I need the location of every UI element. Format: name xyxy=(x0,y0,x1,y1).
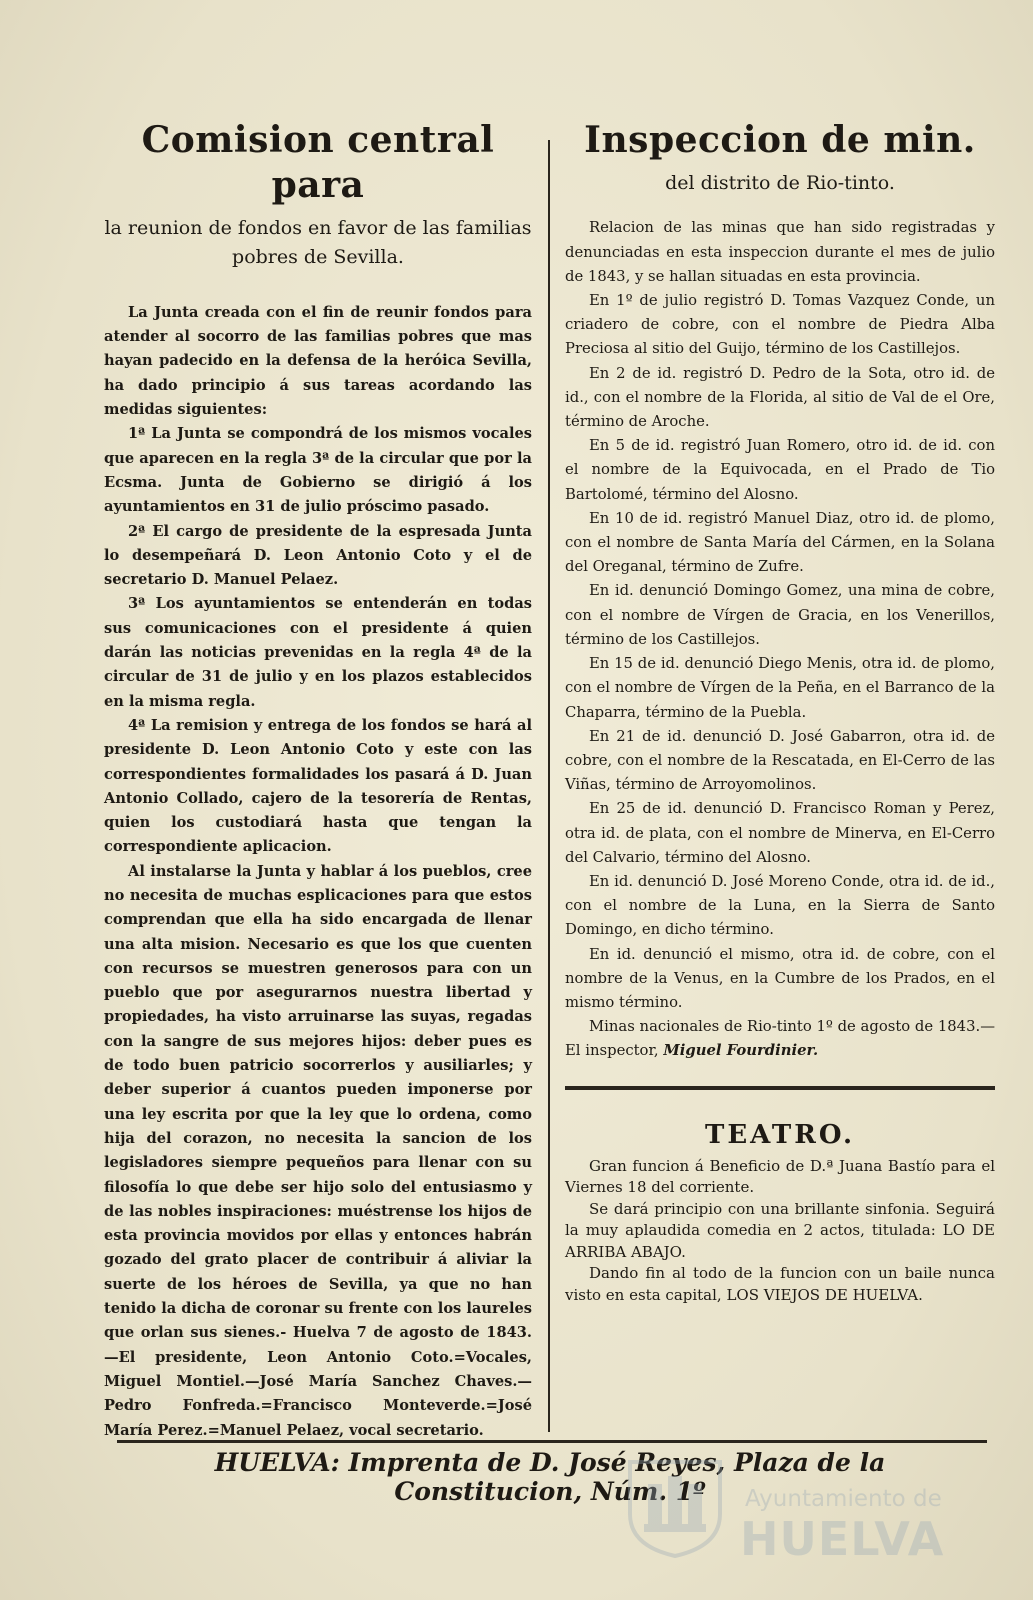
left-paragraph: La Junta creada con el fin de reunir fondos para atender al socorro de las familias pobres que mas hayan padecido en la defensa de la heróica Sevilla, ha dado principio á sus tareas acordando las medidas siguientes: xyxy=(104,303,532,419)
teatro-paragraph: Gran funcion á Beneficio de D.ª Juana Bastío para el Viernes 18 del corriente. xyxy=(565,1156,995,1197)
left-column xyxy=(104,118,532,1443)
watermark-line2: HUELVA xyxy=(740,1512,945,1566)
right-column xyxy=(565,118,995,1306)
right-paragraph: En id. denunció D. José Moreno Conde, otra id. de id., con el nombre de la Luna, en la Sierra de Santo Domingo, en dicho término. xyxy=(565,872,995,939)
teatro-paragraph: Dando fin al todo de la funcion con un baile nunca visto en esta capital, LOS VIEJOS DE HUELVA. xyxy=(565,1264,995,1304)
right-column-title: Inspeccion de min. xyxy=(584,119,976,161)
right-paragraph: En 15 de id. denunció Diego Menis, otra id. de plomo, con el nombre de Vírgen de la Peña, en el Barranco de la Chaparra, término de la Puebla. xyxy=(565,655,995,721)
footer-imprint: HUELVA: Imprenta de D. José Reyes, Plaza de la Constitucion, Núm. 1º xyxy=(214,1448,886,1506)
right-paragraph: En 21 de id. denunció D. José Gabarron, otra id. de cobre, con el nombre de la Rescatada, en El-Cerro de las Viñas, término de Arroyomolinos. xyxy=(565,727,995,794)
right-paragraph: En 2 de id. registró D. Pedro de la Sota, otro id. de id., con el nombre de la Florida, al sitio de Val de el Ore, término de Aroche. xyxy=(565,364,995,431)
left-paragraph: 3ª Los ayuntamientos se entenderán en todas sus comunicaciones con el presidente á quien darán las noticias prevenidas en la regla 4ª de la circular de 31 de julio y en los plazos establecidos en la misma regla. xyxy=(104,595,532,710)
right-paragraph: En id. denunció el mismo, otra id. de cobre, con el nombre de la Venus, en la Cumbre de los Prados, en el mismo término. xyxy=(565,945,995,1011)
closing-text: Minas nacionales de Rio-tinto 1º de agosto de 1843.—El inspector, xyxy=(565,1018,995,1060)
right-paragraph: Relacion de las minas que han sido registradas y denunciadas en esta inspeccion durante el mes de julio de 1843, y se hallan situadas en esta provincia. xyxy=(565,219,995,285)
right-paragraph: En 10 de id. registró Manuel Diaz, otro id. de plomo, con el nombre de Santa María del Cármen, en la Solana del Oreganal, término de Zufre. xyxy=(565,509,995,576)
city-seal-icon xyxy=(620,1454,730,1558)
column-divider xyxy=(548,140,550,1432)
closing-paragraph xyxy=(565,1015,995,1063)
right-paragraph: En 1º de julio registró D. Tomas Vazquez Conde, un criadero de cobre, con el nombre de Piedra Alba Preciosa al sitio del Guijo, término de los Castillejos. xyxy=(565,292,995,358)
right-paragraph: En 5 de id. registró Juan Romero, otro id. de id. con el nombre de la Equivocada, en el Prado de Tio Bartolomé, término del Alosno. xyxy=(565,437,995,503)
teatro-section xyxy=(565,1120,995,1307)
watermark xyxy=(615,1450,955,1566)
right-paragraph: En id. denunció Domingo Gomez, una mina de cobre, con el nombre de Vírgen de Gracia, en los Venerillos, término de los Castillejos. xyxy=(565,582,995,648)
teatro-paragraph: Se dará principio con una brillante sinfonia. Seguirá la muy aplaudida comedia en 2 actos, titulada: LO DE ARRIBA ABAJO. xyxy=(565,1199,995,1261)
left-column-title: Comision central para xyxy=(141,119,495,206)
watermark-line1: Ayuntamiento de xyxy=(745,1486,942,1512)
inspector-signature: Miguel Fourdinier. xyxy=(663,1042,819,1060)
right-column-subtitle: del distrito de Rio-tinto. xyxy=(665,172,895,194)
left-column-subtitle: la reunion de fondos en favor de las familias pobres de Sevilla. xyxy=(104,217,532,269)
left-paragraph: 1ª La Junta se compondrá de los mismos vocales que aparecen en la regla 3ª de la circular que por la Ecsma. Junta de Gobierno se dirigió á los ayuntamientos en 31 de julio próscimo pasado. xyxy=(104,425,532,516)
section-separator xyxy=(565,1086,995,1090)
left-paragraph: 2ª El cargo de presidente de la espresada Junta lo desempeñará D. Leon Antonio Coto y el de secretario D. Manuel Pelaez. xyxy=(104,522,532,589)
left-paragraph: Al instalarse la Junta y hablar á los pueblos, cree no necesita de muchas esplicaciones para que estos comprendan que ella ha sido encargada de llenar una alta mision. Necesario es que los que cuenten con recursos se muestren generosos para con un pueblo que por asegurarnos nuestra libertad y propiedades, ha visto arruinarse las suyas, regadas con la sangre de sus mejores hijos: deber pues es de todo buen patricio socorrerlos y ausiliarles; y deber superior á cuantos pueden imponerse por una ley escrita por que la ley que lo ordena, como hija del corazon, no necesita la sancion de los legisladores siempre pequeños para llenar con su filosofía lo que debe ser hijo solo del entusiasmo y de las nobles inspiraciones: muéstrense los hijos de esta provincia movidos por ellas y entonces habrán gozado del grato placer de contribuir á aliviar la suerte de los héroes de Sevilla, ya que no han tenido la dicha de coronar su frente con los laureles que orlan sus sienes.- Huelva 7 de agosto de 1843.—El presidente, Leon Antonio Coto.=Vocales, Miguel Montiel.—José María Sanchez Chaves.—Pedro Fonfreda.=Francisco Monteverde.=José María Perez.=Manuel Pelaez, vocal secretario. xyxy=(104,862,532,1439)
left-paragraph: 4ª La remision y entrega de los fondos se hará al presidente D. Leon Antonio Coto y este con las correspondientes formalidades los pasará á D. Juan Antonio Collado, cajero de la tesorería de Rentas, quien los custodiará hasta que tengan la correspondiente aplicacion. xyxy=(104,716,532,856)
teatro-title: TEATRO. xyxy=(704,1119,856,1150)
right-paragraph: En 25 de id. denunció D. Francisco Roman y Perez, otra id. de plata, con el nombre de Minerva, en El-Cerro del Calvario, término del Alosno. xyxy=(565,800,995,866)
footer-rule xyxy=(117,1440,987,1443)
